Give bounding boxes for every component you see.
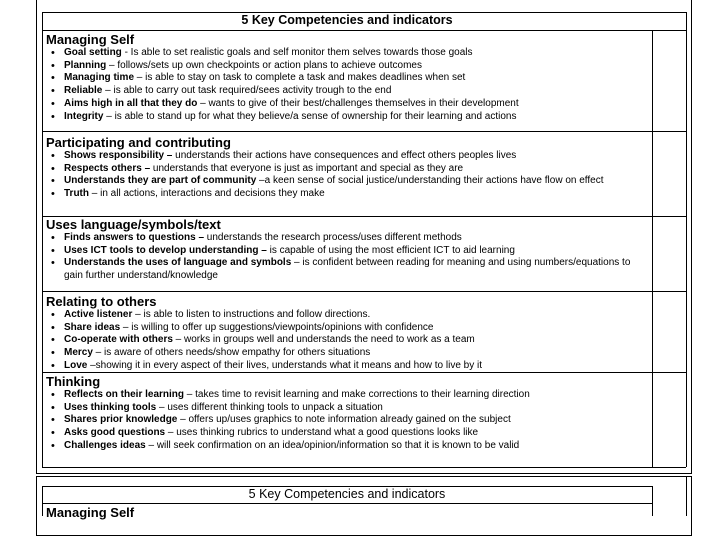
section-heading: Relating to others: [46, 294, 157, 309]
list-item: • Respects others – understands that everyone is just as important and special as they are: [64, 163, 650, 176]
second-table-right-border: [652, 486, 653, 516]
section-heading: Uses language/symbols/text: [46, 217, 221, 232]
section-relating-to-others: [46, 294, 650, 373]
second-page-title: 5 Key Competencies and indicators: [248, 487, 446, 501]
list-item: • Finds answers to questions – understands the research process/uses different methods: [64, 232, 650, 245]
section-thinking: [46, 374, 650, 453]
list-item: • Uses ICT tools to develop understanding – is capable of using the most efficient ICT to aid learning: [64, 245, 650, 258]
section-heading: Thinking: [46, 374, 101, 389]
list-item: • Mercy – is aware of others needs/show empathy for others situations: [64, 347, 650, 360]
list-item: • Reliable – is able to carry out task required/sees activity trough to the end: [64, 85, 650, 98]
list-item: • Understands the uses of language and symbols – is confident between reading for meaning and using numbers/equations to gain further understand/knowledge: [64, 257, 650, 282]
list-item: • Reflects on their learning – takes time to revisit learning and make corrections to their learning direction: [64, 389, 650, 402]
second-section-managing-self: [46, 505, 650, 520]
section-heading: Managing Self: [46, 505, 135, 520]
indicator-list: [46, 389, 650, 453]
section-heading: Managing Self: [46, 32, 135, 47]
table-bottom-rule: [42, 467, 686, 468]
table-left-border: [42, 12, 43, 467]
section-heading: Participating and contributing: [46, 135, 231, 150]
list-item: • Love –showing it in every aspect of their lives, understands what it means and how to live by it: [64, 360, 650, 373]
list-item: • Shares prior knowledge – offers up/uses graphics to note information already gained on the subject: [64, 414, 650, 427]
list-item: • Share ideas – is willing to offer up suggestions/viewpoints/opinions with confidence: [64, 322, 650, 335]
list-item: • Shows responsibility – understands their actions have consequences and effect others peoples lives: [64, 150, 650, 163]
title-bottom-rule: [42, 30, 686, 31]
list-item: • Uses thinking tools – uses different thinking tools to unpack a situation: [64, 402, 650, 415]
second-page-right-rule: [686, 476, 687, 516]
table-column-divider: [652, 30, 653, 467]
section-managing-self: [46, 32, 650, 123]
page-title: 5 Key Competencies and indicators: [241, 13, 453, 27]
list-item: • Aims high in all that they do – wants to give of their best/challenges themselves in their development: [64, 98, 650, 111]
list-item: • Truth – in all actions, interactions and decisions they make: [64, 188, 650, 201]
list-item: • Co-operate with others – works in groups well and understands the need to work as a team: [64, 334, 650, 347]
indicator-list: [46, 232, 650, 283]
list-item: • Goal setting - Is able to set realistic goals and self monitor them selves towards those goals: [64, 47, 650, 60]
row-divider: [42, 291, 686, 292]
list-item: • Asks good questions – uses thinking rubrics to understand what a good questions looks like: [64, 427, 650, 440]
list-item: • Managing time – is able to stay on task to complete a task and makes deadlines when set: [64, 72, 650, 85]
indicator-list: [46, 309, 650, 373]
second-title-bottom-rule: [42, 503, 652, 504]
table-right-border: [686, 12, 687, 467]
list-item: • Understands they are part of community –a keen sense of social justice/understanding their actions have flow on effect: [64, 175, 650, 188]
list-item: • Planning – follows/sets up own checkpoints or action plans to achieve outcomes: [64, 60, 650, 73]
list-item: • Challenges ideas – will seek confirmation on an idea/opinion/information so that it is known to be valid: [64, 440, 650, 453]
indicator-list: [46, 150, 650, 201]
row-divider: [42, 131, 686, 132]
section-participating-contributing: [46, 135, 650, 201]
section-language-symbols-text: [46, 217, 650, 283]
list-item: • Active listener – is able to listen to instructions and follow directions.: [64, 309, 650, 322]
indicator-list: [46, 47, 650, 123]
list-item: • Integrity – is able to stand up for what they believe/a sense of ownership for their learning and actions: [64, 111, 650, 124]
